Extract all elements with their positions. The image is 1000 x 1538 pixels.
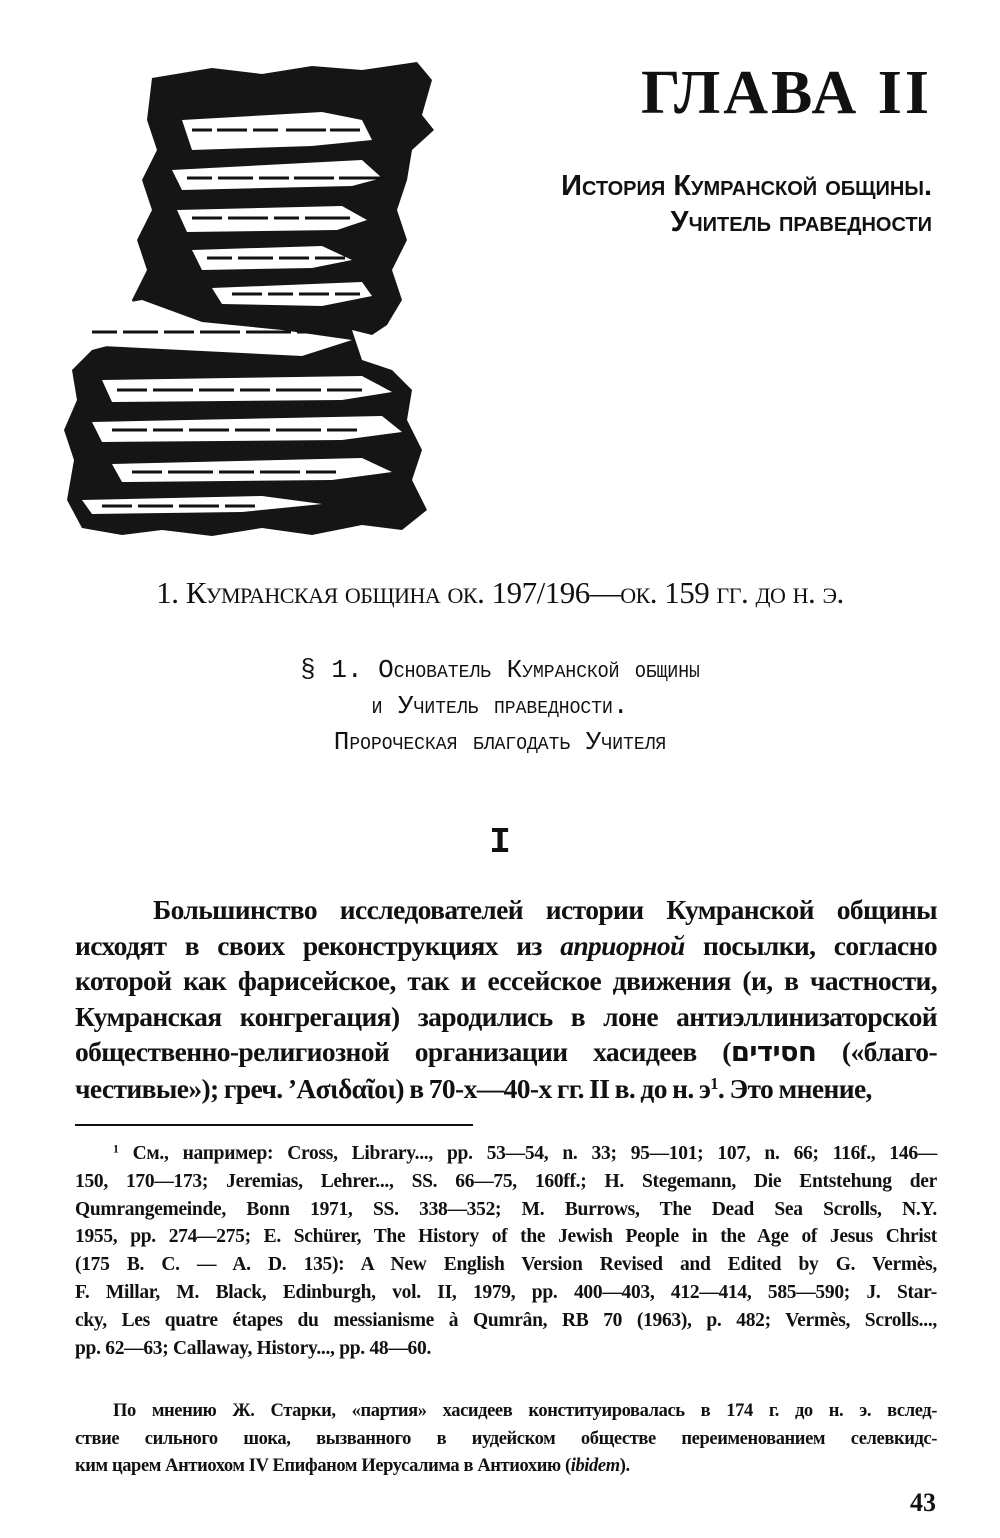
- footnote-line: (175 B. C. — A. D. 135): A New English Version Revised and Edited by G. Vermès,: [75, 1254, 937, 1276]
- body-text-span: честивые»); греч. ’Ασιδαῖοι) в 70-х—40-х гг. II в. до н. э: [75, 1072, 711, 1104]
- body-text-span: общественно-религиозной организации хасидеев (: [75, 1036, 731, 1067]
- footnote-line: [75, 1453, 937, 1481]
- chapter-title-line-1: История Кумранской общины.: [561, 170, 932, 202]
- footnote-continuation: [75, 1398, 937, 1481]
- body-italic-span: априорной: [560, 929, 685, 961]
- footnote-line: ствие сильного шока, вызванного в иудейском обществе переименованием селевкидс-: [75, 1428, 937, 1449]
- scroll-fragment-image: [62, 60, 442, 540]
- body-text-span: посылки, согласно: [684, 929, 937, 961]
- footnote-text: ким царем Антиохом IV Епифаном Иерусалима в Антиохию (: [75, 1456, 571, 1476]
- footnote-separator: [75, 1124, 473, 1126]
- body-text-span: . Это мнение,: [717, 1072, 872, 1104]
- footnote-text: См., например: Cross, Library..., pp. 53—54, n. 33; 95—101; 107, n. 66; 116f., 146—: [118, 1143, 937, 1164]
- subsection-heading-line-1: § 1. Основатель Кумранской общины: [300, 655, 700, 685]
- body-line: [75, 928, 937, 964]
- footnote-line: cky, Les quatre étapes du messianisme à Qumrân, RB 70 (1963), p. 482; Vermès, Scrolls...,: [75, 1309, 937, 1331]
- footnote-line: 1955, pp. 274—275; E. Schürer, The History of the Jewish People in the Age of Jesus Christ: [75, 1226, 937, 1248]
- footnote-reference[interactable]: 1: [710, 1073, 718, 1093]
- footnote-italic: ibidem: [570, 1456, 620, 1476]
- body-text-span: («благо-: [816, 1036, 937, 1067]
- body-line: Большинство исследователей истории Кумранской общины: [153, 894, 937, 925]
- footnote-marker: 1: [113, 1142, 119, 1156]
- part-numeral: I: [489, 822, 511, 863]
- body-line: Кумранская конгрегация) зародились в лоне антиэллинизаторской: [75, 1000, 937, 1032]
- subsection-heading: [0, 652, 1000, 760]
- hebrew-word: חסידים: [730, 1036, 817, 1068]
- body-paragraph: [75, 892, 937, 1106]
- body-line: которой как фарисейское, так и ессейское движения (и, в частности,: [75, 965, 937, 996]
- footnote-line: F. Millar, M. Black, Edinburgh, vol. II, 1979, pp. 400—403, 412—414, 585—590; J. Star-: [75, 1281, 937, 1303]
- subsection-heading-line-2: и Учитель праведности.: [371, 691, 629, 721]
- footnote-line: 150, 170—173; Jeremias, Lehrer..., SS. 66—75, 160ff.; H. Stegemann, Die Entstehung der: [75, 1170, 937, 1192]
- footnote-line: По мнению Ж. Старки, «партия» хасидеев конституировалась в 174 г. до н. э. вслед-: [113, 1401, 937, 1421]
- chapter-title: [412, 168, 932, 240]
- footnote-line: pp. 62—63; Callaway, History..., pp. 48—60.: [75, 1337, 432, 1359]
- footnote-text: ).: [619, 1456, 630, 1476]
- chapter-label: ГЛАВА II: [640, 59, 932, 127]
- footnote-1: [75, 1140, 937, 1362]
- footnote-line: [75, 1140, 937, 1168]
- chapter-title-line-2: Учитель праведности: [670, 206, 932, 238]
- body-line: [75, 1071, 937, 1107]
- body-text-span: исходят в своих реконструкциях из: [75, 929, 561, 961]
- page-number: 43: [910, 1488, 936, 1517]
- footnote-line: Qumrangemeinde, Bonn 1971, SS. 338—352; M. Burrows, The Dead Sea Scrolls, N.Y.: [75, 1198, 937, 1220]
- section-heading: 1. Кумранская община ок. 197/196—ок. 159 гг. до н. э.: [156, 575, 844, 610]
- subsection-heading-line-3: Пророческая благодать Учителя: [333, 727, 667, 757]
- body-line: [75, 1034, 937, 1071]
